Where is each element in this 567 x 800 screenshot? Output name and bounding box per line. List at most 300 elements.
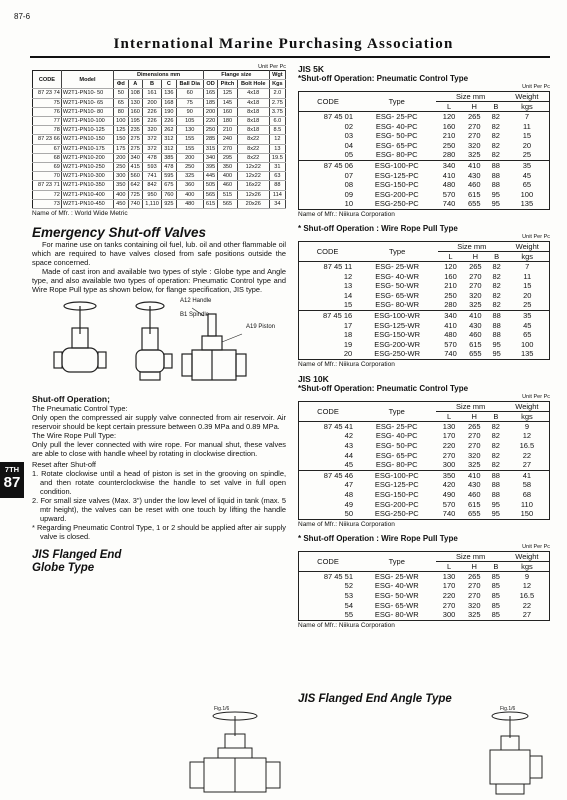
side-tab-top: 7TH bbox=[4, 465, 20, 474]
table-cell: 210 bbox=[218, 126, 237, 135]
table-cell: 85 bbox=[491, 581, 500, 591]
unit-label: Unit Per Pc bbox=[522, 84, 550, 90]
col-kgs: kgs bbox=[505, 561, 550, 571]
table-cell: 570 bbox=[442, 499, 456, 509]
table-cell: 110 bbox=[520, 499, 533, 509]
table-cell: 195 bbox=[128, 117, 142, 126]
table-cell: 325 bbox=[467, 460, 481, 470]
table-cell: ESG- 65-WR bbox=[375, 290, 420, 300]
col-code: CODE bbox=[299, 401, 358, 421]
table-cell: 9 bbox=[524, 421, 529, 431]
table-cell: ESG- 80-PC bbox=[375, 150, 418, 160]
table-cell: 82 bbox=[492, 290, 501, 300]
subheader-cell: Kgs bbox=[269, 80, 285, 89]
col-kgs: kgs bbox=[505, 251, 549, 261]
unit-label: Unit Per Pc bbox=[522, 393, 550, 400]
table-cell: 360 bbox=[176, 181, 203, 190]
table-cell: 13 bbox=[269, 144, 285, 153]
table-cell: 130 bbox=[442, 571, 456, 581]
table-cell: W2T1-PN10-150 bbox=[61, 135, 113, 144]
col-dimensions: Dimensions mm bbox=[114, 71, 204, 80]
code-cell: 87 23 74 bbox=[33, 89, 62, 98]
table-cell: 88 bbox=[491, 170, 500, 180]
table-cell: 226 bbox=[142, 107, 161, 116]
table-cell: 95 bbox=[491, 199, 500, 209]
table-cell: 250 bbox=[444, 290, 457, 300]
table-cell: ESG-200-PC bbox=[374, 499, 419, 509]
table-row bbox=[299, 340, 550, 350]
table-cell: 480 bbox=[442, 180, 456, 190]
table-cell: 27 bbox=[522, 460, 532, 470]
table-cell: 80 bbox=[114, 107, 128, 116]
code-cell: 50 bbox=[344, 509, 353, 519]
table-cell: 250 bbox=[114, 163, 128, 172]
table-cell: 165 bbox=[203, 89, 217, 98]
table-cell: 90 bbox=[176, 107, 203, 116]
table-cell: 312 bbox=[162, 135, 176, 144]
table-row bbox=[299, 421, 550, 431]
table-cell: 235 bbox=[128, 126, 142, 135]
table-row bbox=[33, 199, 286, 208]
table-cell: 130 bbox=[128, 98, 142, 107]
page-number: 87-6 bbox=[14, 12, 31, 21]
shutoff-heading: Shut-off Operation; bbox=[32, 394, 110, 405]
table-cell: 210 bbox=[444, 281, 457, 291]
operation-title: *Shut-off Operation: Pneumatic Control Type bbox=[298, 74, 469, 83]
table-cell: 372 bbox=[142, 135, 161, 144]
col-b: B bbox=[487, 561, 505, 571]
table-cell: 82 bbox=[492, 300, 501, 310]
table-cell: 65 bbox=[522, 180, 532, 190]
table-cell: 270 bbox=[442, 600, 456, 610]
subheader-cell: Ball Dia bbox=[176, 80, 203, 89]
code-cell: 45 bbox=[344, 460, 353, 470]
table-cell: 16.5 bbox=[519, 441, 535, 451]
table-cell: 740 bbox=[128, 199, 142, 208]
table-cell: 120 bbox=[444, 261, 457, 271]
table-cell: 12 bbox=[522, 581, 532, 591]
table-cell: 190 bbox=[162, 107, 176, 116]
table-cell: 515 bbox=[218, 190, 237, 199]
table-cell: ESG- 65-PC bbox=[375, 450, 418, 460]
standard-label: JIS 10K bbox=[298, 373, 329, 384]
table-cell: 312 bbox=[162, 144, 176, 153]
table-row bbox=[299, 261, 550, 271]
code-cell: 68 bbox=[33, 153, 62, 162]
table-row bbox=[299, 490, 550, 500]
table-cell: 31 bbox=[269, 163, 285, 172]
table-cell: W2T1-PN10-125 bbox=[61, 126, 113, 135]
table-cell: 41 bbox=[505, 470, 550, 480]
table-cell: 265 bbox=[467, 421, 481, 431]
code-cell: 78 bbox=[33, 126, 62, 135]
table-cell: 295 bbox=[218, 153, 237, 162]
table-cell: 262 bbox=[162, 126, 176, 135]
col-code: CODE bbox=[299, 92, 358, 112]
table-cell: 105 bbox=[176, 117, 203, 126]
header-rule bbox=[30, 56, 550, 58]
table-cell: 68 bbox=[522, 490, 532, 500]
col-b: B bbox=[487, 411, 505, 421]
table-cell: 270 bbox=[469, 271, 482, 281]
table-cell: W2T1-PN10-300 bbox=[61, 172, 113, 181]
right-column bbox=[298, 64, 550, 635]
table-row bbox=[33, 163, 286, 172]
unit-label: Unit Per Pc bbox=[522, 543, 550, 550]
col-kgs: kgs bbox=[505, 411, 550, 421]
table-cell: 12 bbox=[522, 431, 532, 441]
table-cell: 9 bbox=[524, 571, 529, 581]
col-l: L bbox=[436, 102, 461, 112]
table-cell: 725 bbox=[128, 190, 142, 199]
table-cell: 490 bbox=[442, 490, 456, 500]
table-row bbox=[299, 591, 550, 601]
table-cell: 655 bbox=[469, 349, 482, 359]
table-cell: ESG-250-WR bbox=[374, 349, 421, 359]
reset-step-2: 2. For small size valves (Max. 3") under the low level of liquid in tank (max. 5 mtr height), the valves can be reset with one touch by lifting the handle upward. bbox=[32, 496, 286, 524]
code-cell: 47 bbox=[344, 480, 353, 490]
side-tab-bottom: 87 bbox=[3, 474, 21, 491]
table-cell: 340 bbox=[203, 153, 217, 162]
code-cell: 13 bbox=[343, 281, 353, 291]
table-cell: 340 bbox=[436, 160, 461, 170]
table-cell: 155 bbox=[176, 135, 203, 144]
table-cell: 95 bbox=[491, 189, 500, 199]
table-cell: 740 bbox=[444, 349, 457, 359]
side-tab[interactable] bbox=[0, 462, 24, 498]
table-cell: 655 bbox=[467, 199, 481, 209]
table-cell: 250 bbox=[442, 140, 456, 150]
col-weight: Weight bbox=[505, 92, 550, 102]
table-cell: ESG- 40-WR bbox=[375, 271, 420, 281]
code-cell: 42 bbox=[344, 431, 353, 441]
table-row bbox=[299, 180, 550, 190]
table-cell: 160 bbox=[442, 121, 456, 131]
table-cell: 350 bbox=[218, 163, 237, 172]
code-cell: 04 bbox=[344, 140, 353, 150]
table-row bbox=[299, 441, 550, 451]
table-cell: 35 bbox=[505, 310, 549, 320]
code-cell: 17 bbox=[343, 320, 353, 330]
table-cell: 570 bbox=[442, 189, 456, 199]
col-h: H bbox=[462, 411, 487, 421]
col-code: CODE bbox=[299, 551, 358, 571]
table-cell: 25 bbox=[522, 150, 532, 160]
code-cell: 05 bbox=[344, 150, 353, 160]
col-type: Type bbox=[357, 401, 436, 421]
table-cell: 420 bbox=[442, 480, 456, 490]
angle-type-title: JIS Flanged End Angle Type bbox=[298, 693, 452, 705]
table-cell: 58 bbox=[522, 480, 532, 490]
subheader-cell: B bbox=[142, 80, 161, 89]
table-row bbox=[299, 581, 550, 591]
table-cell: W2T1-PN10- 65 bbox=[61, 98, 113, 107]
table-row bbox=[299, 112, 550, 122]
wide-table-unit: Unit Per Pc bbox=[258, 64, 286, 70]
table-cell: 22 bbox=[522, 450, 532, 460]
table-cell: 270 bbox=[467, 441, 481, 451]
table-cell: 741 bbox=[142, 172, 161, 181]
valve-table bbox=[298, 551, 550, 621]
table-cell: ESG-250-PC bbox=[374, 509, 419, 519]
reset-step-1: 1. Rotate clockwise until a head of piston is set in the grooving on spindle, and then rotate counterclockwise the handle to set valve in full open condition. bbox=[32, 469, 286, 497]
table-cell: 82 bbox=[491, 460, 500, 470]
table-cell: ESG-125-PC bbox=[374, 480, 419, 490]
table-cell: 275 bbox=[128, 144, 142, 153]
table-cell: 200 bbox=[203, 107, 217, 116]
table-row bbox=[299, 310, 550, 320]
code-cell: 49 bbox=[344, 499, 353, 509]
operation-title: * Shut-off Operation : Wire Rope Pull Type bbox=[298, 533, 458, 543]
table-cell: 82 bbox=[491, 431, 500, 441]
table-row bbox=[299, 431, 550, 441]
table-cell: W2T1-PN10-400 bbox=[61, 190, 113, 199]
table-cell: ESG-200-PC bbox=[374, 189, 419, 199]
reset-heading: Reset after Shut-off bbox=[32, 460, 96, 470]
table-cell: 8x18 bbox=[237, 107, 269, 116]
table-cell: 12x22 bbox=[237, 163, 269, 172]
table-cell: ESG- 40-PC bbox=[375, 121, 418, 131]
page-header: International Marine Purchasing Association bbox=[113, 36, 454, 52]
pneumatic-text: Only open the compressed air supply valve connected from air reservoir. Air reservoir should be kept certain pressure between 0.39 MPa and 0.89 MPa. bbox=[32, 413, 286, 432]
code-cell: 87 45 51 bbox=[323, 571, 354, 581]
table-row bbox=[299, 330, 550, 340]
table-cell: 125 bbox=[114, 126, 128, 135]
table-cell: 265 bbox=[467, 571, 481, 581]
code-cell: 87 45 41 bbox=[323, 421, 353, 431]
table-row bbox=[33, 117, 286, 126]
table-cell: 1,110 bbox=[142, 199, 161, 208]
table-cell: 300 bbox=[442, 610, 456, 620]
table-cell: ESG-150-PC bbox=[374, 180, 419, 190]
table-cell: 220 bbox=[442, 441, 456, 451]
code-cell: 08 bbox=[344, 180, 353, 190]
table-cell: 170 bbox=[442, 431, 456, 441]
table-cell: 22 bbox=[522, 600, 532, 610]
table-cell: 170 bbox=[442, 581, 456, 591]
manufacturer-note: Name of Mfr.: Niikura Corporation bbox=[298, 210, 395, 218]
table-cell: 450 bbox=[114, 199, 128, 208]
table-cell: 95 bbox=[491, 509, 500, 519]
table-cell: 100 bbox=[520, 339, 534, 349]
table-cell: 372 bbox=[142, 144, 161, 153]
code-cell: 70 bbox=[33, 172, 62, 181]
globe-type-drawing bbox=[180, 708, 290, 798]
table-cell: 410 bbox=[462, 470, 487, 480]
table-row bbox=[299, 610, 550, 620]
table-cell: 270 bbox=[467, 431, 481, 441]
table-row bbox=[33, 107, 286, 116]
table-cell: 160 bbox=[128, 107, 142, 116]
code-cell: 44 bbox=[344, 450, 353, 460]
col-h: H bbox=[462, 561, 487, 571]
code-cell: 77 bbox=[33, 117, 62, 126]
table-cell: 20x26 bbox=[237, 199, 269, 208]
table-cell: 615 bbox=[467, 499, 481, 509]
globe-fig-label: Fig.1/6 bbox=[214, 706, 230, 712]
valve-table bbox=[298, 401, 550, 520]
table-cell: ESG-100-PC bbox=[357, 160, 436, 170]
code-cell: 87 45 16 bbox=[299, 310, 357, 320]
code-cell: 87 45 06 bbox=[299, 160, 358, 170]
table-cell: 285 bbox=[203, 135, 217, 144]
table-row bbox=[299, 281, 550, 291]
table-cell: ESG- 25-PC bbox=[375, 421, 418, 431]
table-cell: 100 bbox=[520, 189, 534, 199]
table-cell: 8x22 bbox=[237, 144, 269, 153]
table-cell: 88 bbox=[492, 320, 501, 330]
code-cell: 76 bbox=[33, 107, 62, 116]
table-cell: 460 bbox=[467, 180, 481, 190]
table-cell: 505 bbox=[203, 181, 217, 190]
unit-label: Unit Per Pc bbox=[522, 233, 550, 240]
table-cell: 300 bbox=[114, 172, 128, 181]
table-cell: 320 bbox=[469, 290, 482, 300]
table-cell: 8x22 bbox=[237, 153, 269, 162]
table-cell: 27 bbox=[522, 610, 532, 620]
col-size: Size mm bbox=[436, 92, 504, 102]
col-code: CODE bbox=[299, 241, 357, 261]
code-cell: 55 bbox=[344, 610, 354, 620]
table-cell: 300 bbox=[442, 460, 456, 470]
code-cell: 87 45 46 bbox=[299, 470, 358, 480]
table-cell: ESG-150-PC bbox=[374, 490, 419, 500]
table-cell: ESG- 25-WR bbox=[375, 261, 420, 271]
table-cell: 168 bbox=[162, 98, 176, 107]
table-cell: 280 bbox=[444, 300, 457, 310]
table-cell: 265 bbox=[467, 112, 481, 121]
table-cell: 130 bbox=[176, 126, 203, 135]
table-cell: 160 bbox=[444, 271, 457, 281]
table-cell: 4x18 bbox=[237, 98, 269, 107]
table-cell: 226 bbox=[142, 117, 161, 126]
code-cell: 54 bbox=[344, 600, 354, 610]
table-cell: 445 bbox=[203, 172, 217, 181]
table-cell: W2T1-PN10-450 bbox=[61, 199, 113, 208]
table-cell: W2T1-PN10-175 bbox=[61, 144, 113, 153]
wide-table-mfr: Name of Mfr. : World Wide Metric bbox=[32, 210, 128, 218]
table-cell: 340 bbox=[438, 310, 463, 320]
table-cell: 270 bbox=[442, 450, 456, 460]
pneumatic-heading: The Pneumatic Control Type: bbox=[32, 404, 128, 414]
table-cell: 16.5 bbox=[519, 591, 535, 600]
table-cell: 220 bbox=[442, 591, 456, 600]
table-cell: 325 bbox=[176, 172, 203, 181]
code-cell: 87 45 01 bbox=[323, 112, 353, 121]
col-weight: Weight bbox=[505, 241, 549, 251]
subheader-cell: Pitch bbox=[218, 80, 237, 89]
table-cell: 280 bbox=[442, 150, 456, 160]
intro-paragraph: For marine use on tanks containing oil fuel, lub. oil and other flammable oil which are required to have valves closed from safe positions outside the space concerned. bbox=[32, 240, 286, 268]
table-cell: 100 bbox=[114, 117, 128, 126]
col-weight: Weight bbox=[505, 401, 550, 411]
table-cell: ESG- 50-WR bbox=[374, 591, 419, 600]
col-code: CODE bbox=[33, 71, 62, 89]
table-cell: 270 bbox=[218, 144, 237, 153]
table-cell: 12x22 bbox=[237, 172, 269, 181]
col-wgt: Wgt bbox=[269, 71, 285, 80]
table-row bbox=[299, 509, 550, 519]
table-cell: 120 bbox=[442, 112, 456, 121]
subheader-cell: C bbox=[162, 80, 176, 89]
table-cell: 82 bbox=[491, 150, 500, 160]
table-row bbox=[299, 300, 550, 310]
valve-illustration bbox=[32, 294, 286, 392]
table-cell: 410 bbox=[463, 310, 488, 320]
table-cell: 35 bbox=[505, 160, 550, 170]
table-cell: 200 bbox=[142, 98, 161, 107]
table-cell: 270 bbox=[467, 131, 481, 141]
table-cell: 88 bbox=[492, 330, 501, 340]
table-cell: 88 bbox=[491, 490, 500, 500]
table-cell: 350 bbox=[114, 181, 128, 190]
table-cell: 108 bbox=[128, 89, 142, 98]
table-cell: 12x26 bbox=[237, 190, 269, 199]
table-cell: 20 bbox=[523, 290, 532, 300]
table-cell: W2T1-PN10- 50 bbox=[61, 89, 113, 98]
col-flange: Flange size bbox=[203, 71, 269, 80]
table-row bbox=[299, 160, 550, 170]
table-cell: 2.75 bbox=[269, 98, 285, 107]
table-row bbox=[299, 131, 550, 141]
table-cell: 160 bbox=[218, 107, 237, 116]
subheader-cell: A bbox=[128, 80, 142, 89]
table-cell: 82 bbox=[492, 281, 501, 291]
table-cell: 161 bbox=[142, 89, 161, 98]
table-cell: ESG- 65-PC bbox=[375, 140, 418, 150]
code-cell: 02 bbox=[344, 121, 353, 131]
table-cell: 2.0 bbox=[269, 89, 285, 98]
table-row bbox=[33, 172, 286, 181]
code-cell: 03 bbox=[344, 131, 353, 141]
angle-fig-label: Fig.1/6 bbox=[500, 706, 516, 712]
table-cell: 130 bbox=[442, 421, 456, 431]
manufacturer-note: Name of Mfr.: Niikura Corporation bbox=[298, 520, 395, 528]
table-cell: 7 bbox=[524, 112, 529, 121]
table-row bbox=[33, 98, 286, 107]
table-cell: 226 bbox=[162, 117, 176, 126]
table-cell: ESG- 25-WR bbox=[374, 571, 419, 581]
table-cell: 275 bbox=[128, 135, 142, 144]
table-cell: 82 bbox=[491, 131, 500, 141]
wire-rope-text: Only pull the lever connected with wire rope. For manual shut, these valves are able to close with handle wheel by rotating in clockwise direction. bbox=[32, 440, 286, 459]
manufacturer-note: Name of Mfr.: Niikura Corporation bbox=[298, 621, 395, 629]
col-type: Type bbox=[357, 551, 436, 571]
table-cell: 136 bbox=[162, 89, 176, 98]
table-cell: 560 bbox=[128, 172, 142, 181]
table-cell: 340 bbox=[128, 153, 142, 162]
table-cell: 315 bbox=[203, 144, 217, 153]
table-cell: 82 bbox=[492, 271, 501, 281]
table-cell: 250 bbox=[203, 126, 217, 135]
table-cell: 3.75 bbox=[269, 107, 285, 116]
table-cell: 34 bbox=[269, 199, 285, 208]
table-cell: ESG- 80-PC bbox=[375, 460, 418, 470]
table-cell: ESG- 25-PC bbox=[375, 112, 418, 121]
table-cell: W2T1-PN10-350 bbox=[61, 181, 113, 190]
table-cell: 19.5 bbox=[269, 153, 285, 162]
table-cell: 220 bbox=[203, 117, 217, 126]
table-cell: 114 bbox=[269, 190, 285, 199]
table-cell: 7 bbox=[525, 261, 530, 271]
col-weight: Weight bbox=[505, 551, 550, 561]
table-cell: ESG-100-WR bbox=[356, 310, 438, 320]
table-cell: 20 bbox=[522, 140, 532, 150]
table-row bbox=[299, 199, 550, 209]
table-cell: 655 bbox=[467, 509, 481, 519]
table-cell: 50 bbox=[114, 89, 128, 98]
col-l: L bbox=[436, 411, 461, 421]
